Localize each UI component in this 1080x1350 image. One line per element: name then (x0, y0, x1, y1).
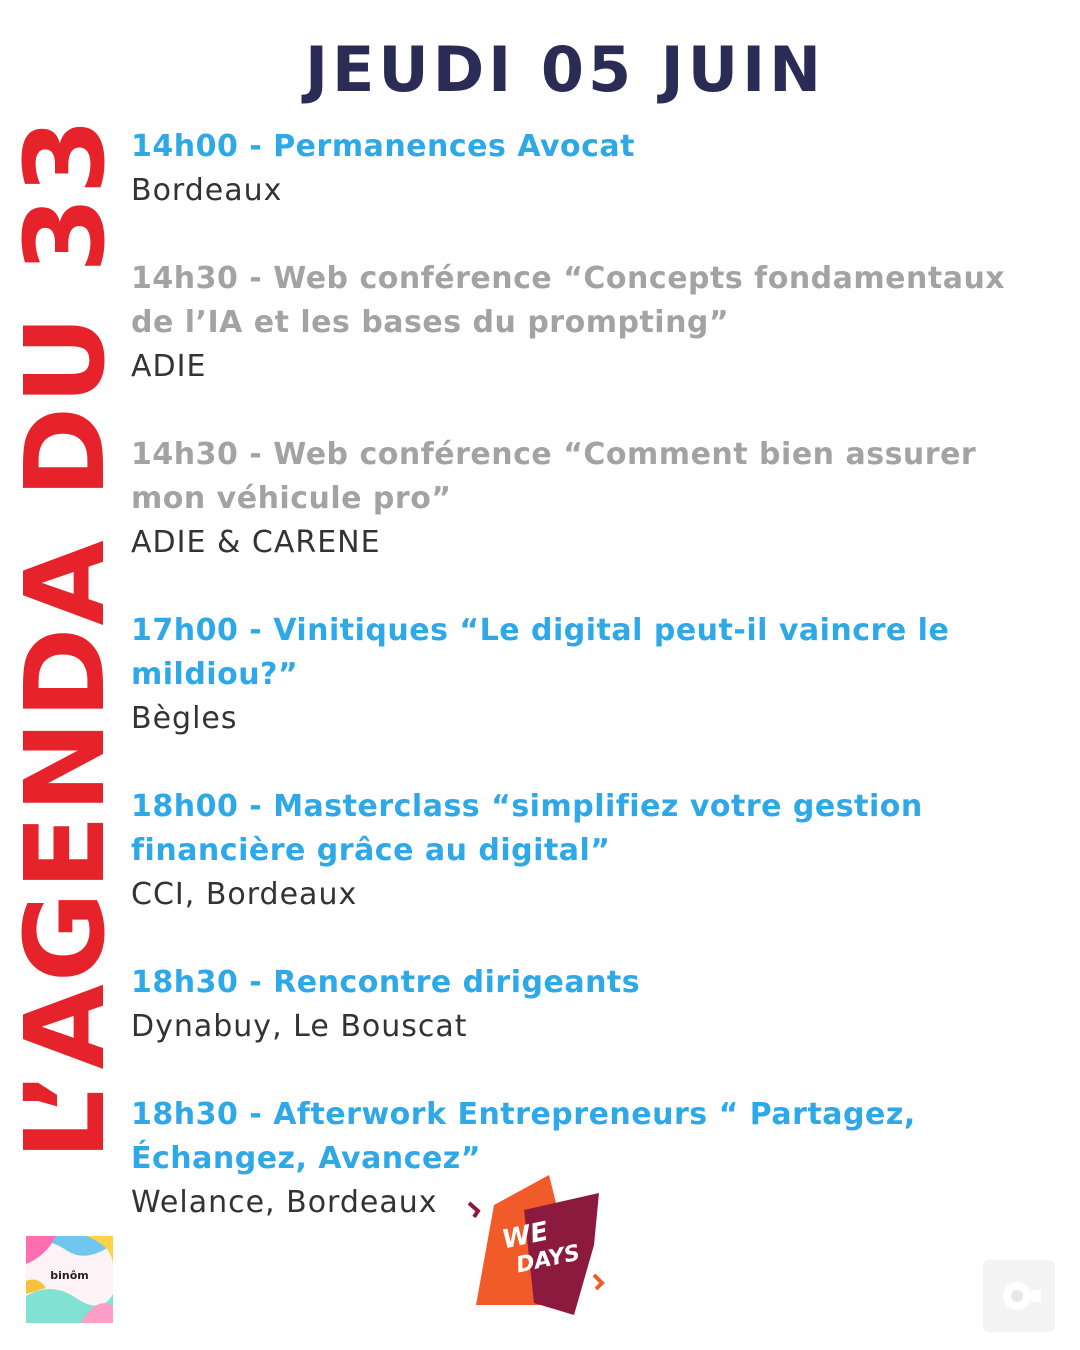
event-title: 14h30 - Web conférence “Comment bien assurer mon véhicule pro” (131, 437, 977, 516)
event-title: 17h00 - Vinitiques “Le digital peut-il vaincre le mildiou?” (131, 613, 950, 692)
event-place: ADIE (131, 349, 207, 384)
event-place: Bordeaux (131, 173, 283, 208)
event-place: Bègles (131, 701, 238, 736)
event-item (131, 125, 1051, 213)
event-item (131, 257, 1051, 389)
event-list (131, 125, 1051, 1269)
binom-logo-text: binôm (50, 1269, 89, 1282)
event-place: Dynabuy, Le Bouscat (131, 1009, 468, 1044)
record-button[interactable] (983, 1260, 1055, 1332)
event-item (131, 609, 1051, 741)
event-title: 18h30 - Afterwork Entrepreneurs “ Partagez, Échangez, Avancez” (131, 1097, 916, 1176)
agenda-side-title: L’AGENDA DU 33 (1, 116, 129, 1160)
event-title: 18h30 - Rencontre dirigeants (131, 965, 641, 1000)
wedays-logo (464, 1175, 614, 1315)
event-title: 18h00 - Masterclass “simplifiez votre gestion financière grâce au digital” (131, 789, 923, 868)
event-item (131, 433, 1051, 565)
event-place: ADIE & CARENE (131, 525, 381, 560)
event-item (131, 785, 1051, 917)
page-title: JEUDI 05 JUIN (304, 33, 826, 106)
event-title: 14h00 - Permanences Avocat (131, 129, 636, 164)
record-icon (983, 1260, 1055, 1332)
event-place: Welance, Bordeaux (131, 1185, 438, 1220)
event-title: 14h30 - Web conférence “Concepts fondamentaux de l’IA et les bases du prompting” (131, 261, 1006, 340)
wedays-logo-text-days: DAYS (514, 1240, 583, 1279)
event-place: CCI, Bordeaux (131, 877, 358, 912)
binom-logo (26, 1236, 113, 1323)
event-item (131, 961, 1051, 1049)
wedays-logo-text-we: WE (499, 1216, 552, 1256)
